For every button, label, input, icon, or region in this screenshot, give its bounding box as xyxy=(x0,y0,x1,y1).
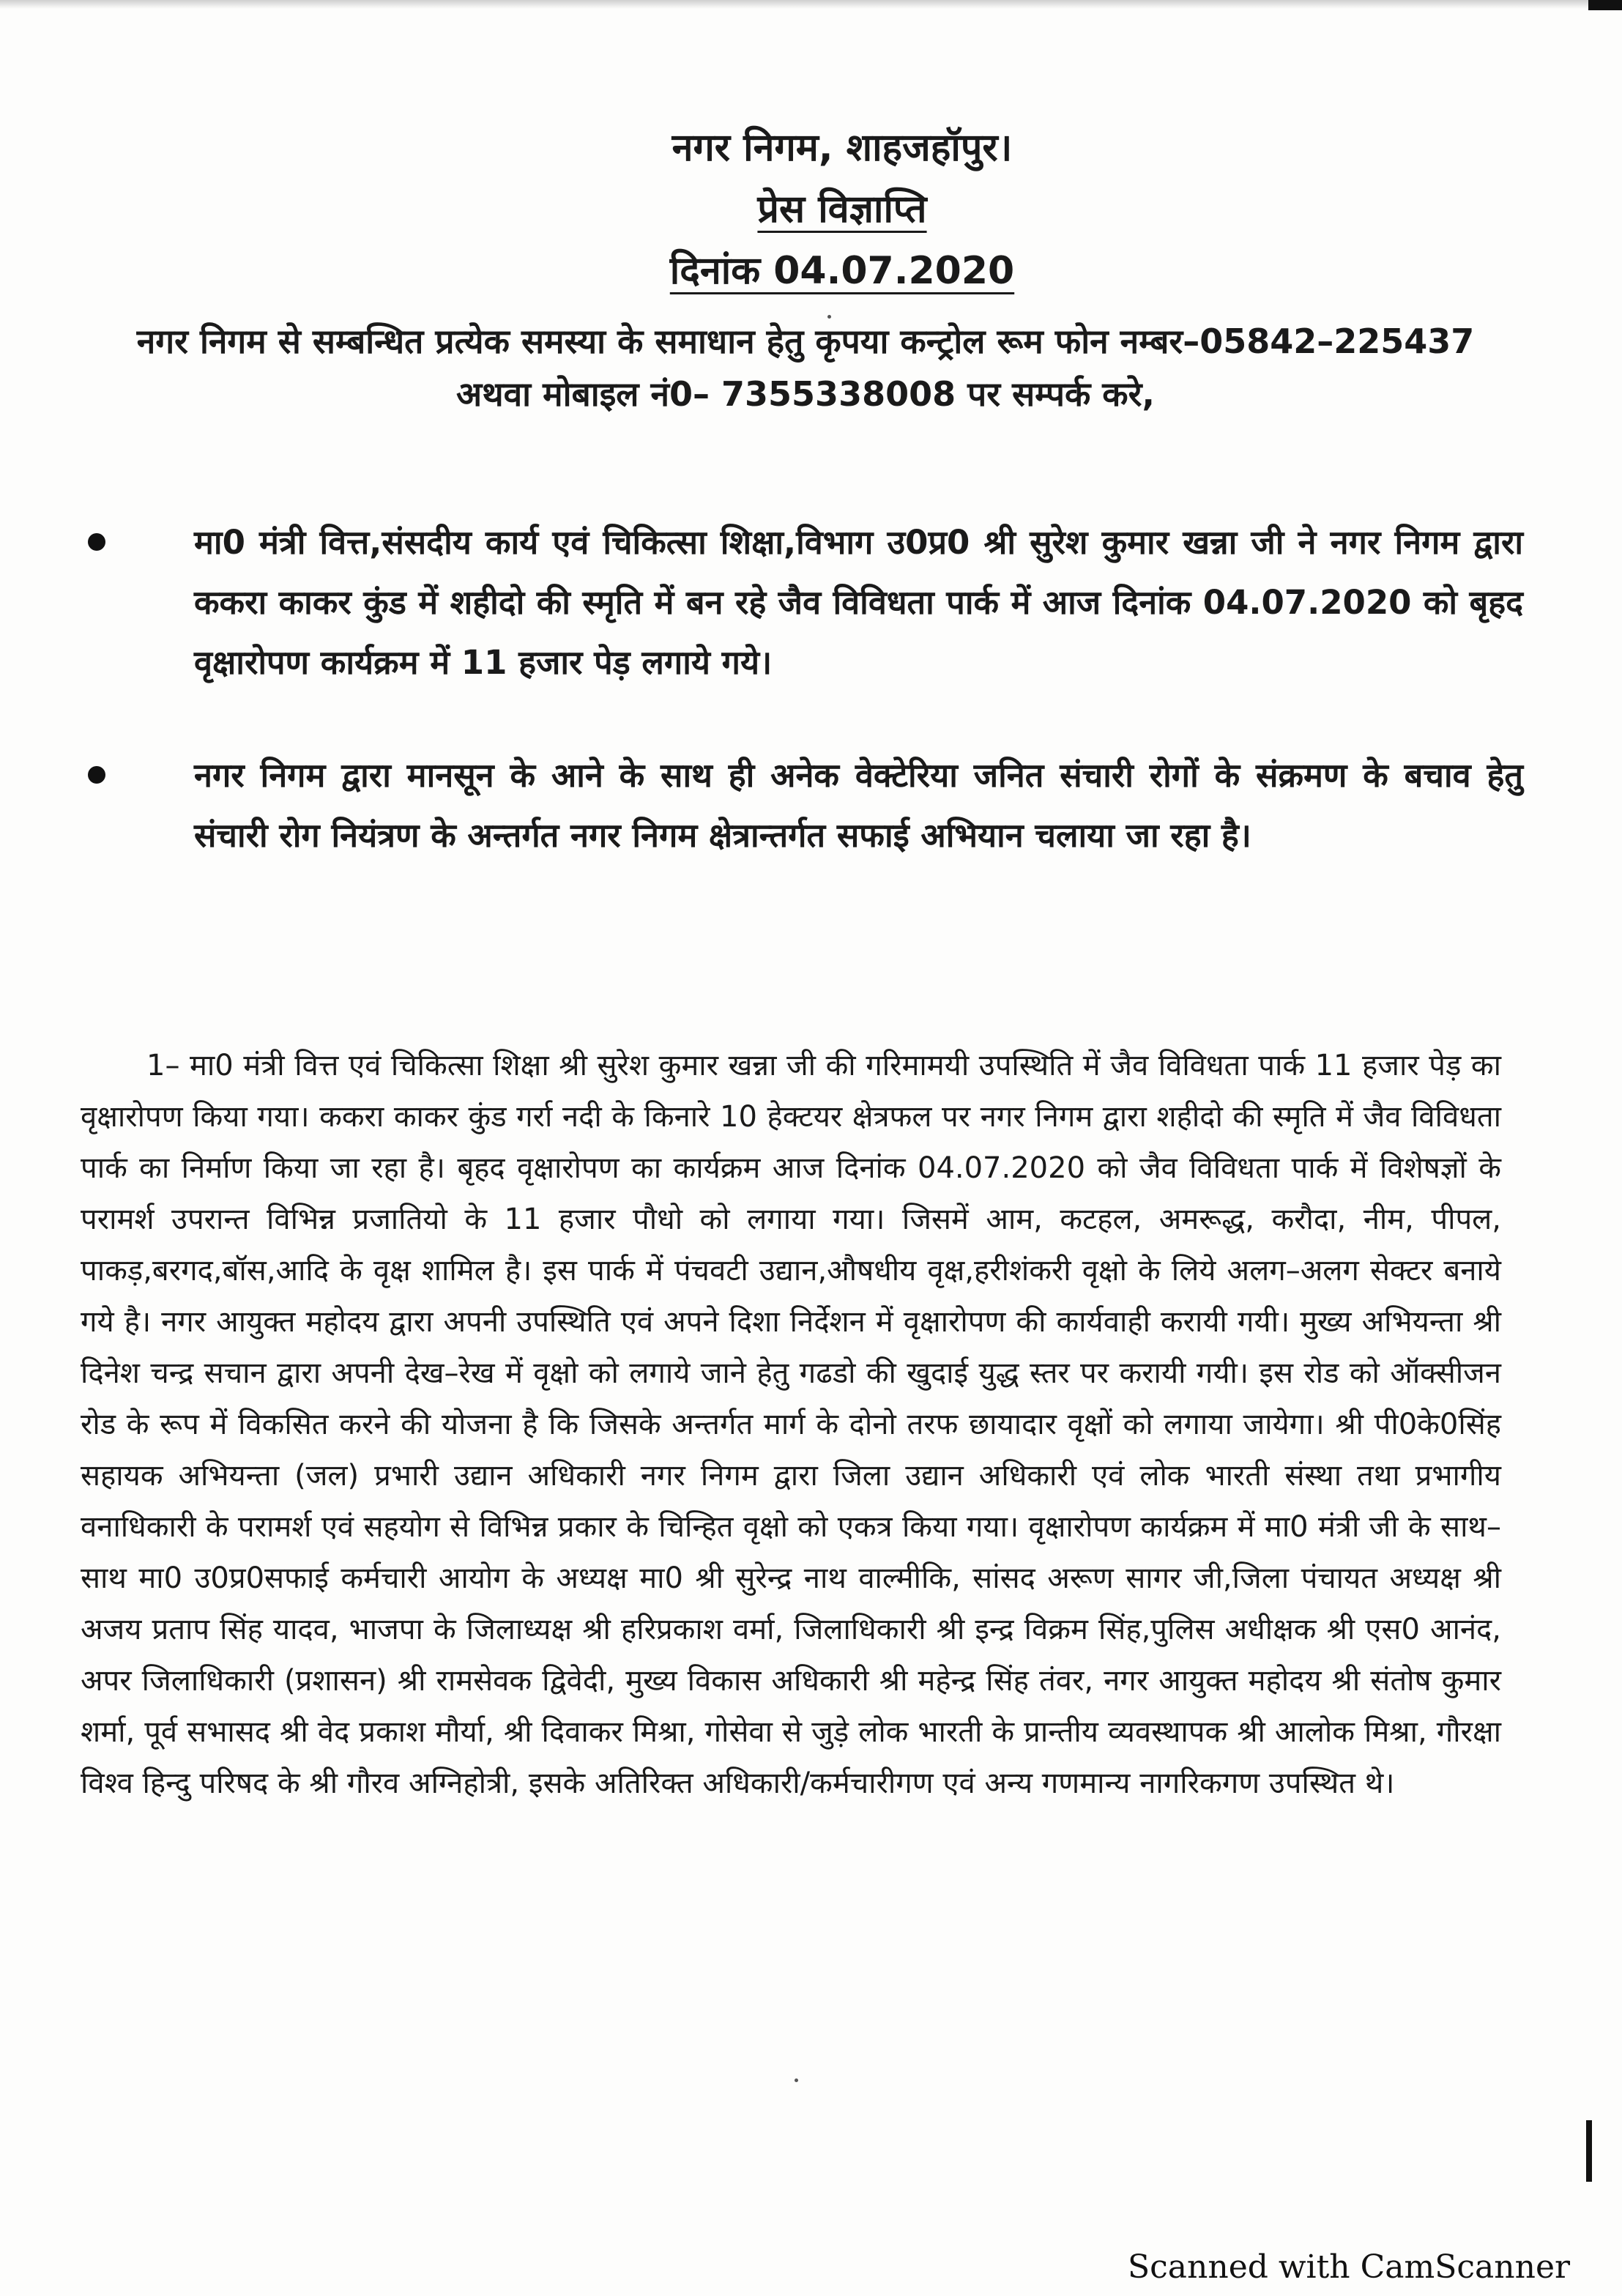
bullet-item xyxy=(73,746,1523,866)
press-release-header xyxy=(513,117,1172,302)
bullet-item xyxy=(73,513,1523,693)
body-paragraph: 1– मा0 मंत्री वित्त एवं चिकित्सा शिक्षा श्री सुरेश कुमार खन्ना जी की गरिमामयी उपस्थिति में जैव विविधता पार्क 11 हजार पेड़ का वृक्षारोपण किया गया। ककरा काकर कुंड गर्रा नदी के किनारे 10 हेक्टयर क्षेत्रफल पर नगर निगम द्वारा शहीदो की स्मृति में जैव विविधता पार्क का निर्माण किया जा रहा है। बृहद वृक्षारोपण का कार्यक्रम आज दिनांक 04.07.2020 को जैव विविधता पार्क में विशेषज्ञों के परामर्श उपरान्त विभिन्न प्रजातियो के 11 हजार पौधो को लगाया गया। जिसमें आम, कटहल, अमरूद्ध, करौदा, नीम, पीपल, पाकड़,बरगद,बॉस,आदि के वृक्ष शामिल है। इस पार्क में पंचवटी उद्यान,औषधीय वृक्ष,हरीशंकरी वृक्षो के लिये अलग–अलग सेक्टर बनाये गये है। नगर आयुक्त महोदय द्वारा अपनी उपस्थिति एवं अपने दिशा निर्देशन में वृक्षारोपण की कार्यवाही करायी गयी। मुख्य अभियन्ता श्री दिनेश चन्द्र सचान द्वारा अपनी देख–रेख में वृक्षो को लगाये जाने हेतु गढडो की खुदाई युद्ध स्तर पर करायी गयी। इस रोड को ऑक्सीजन रोड के रूप में विकसित करने की योजना है कि जिसके अन्तर्गत मार्ग के दोनो तरफ छायादार वृक्षों को लगाया जायेगा। श्री पी0के0सिंह सहायक अभियन्ता (जल) प्रभारी उद्यान अधिकारी नगर निगम द्वारा जिला उद्यान अधिकारी एवं लोक भारती संस्था तथा प्रभागीय वनाधिकारी के परामर्श एवं सहयोग से विभिन्न प्रकार के चिन्हित वृक्षो को एकत्र किया गया। वृक्षारोपण कार्यक्रम में मा0 मंत्री जी के साथ–साथ मा0 उ0प्र0सफाई कर्मचारी आयोग के अध्यक्ष मा0 श्री सुरेन्द्र नाथ वाल्मीकि, सांसद अरूण सागर जी,जिला पंचायत अध्यक्ष श्री अजय प्रताप सिंह यादव, भाजपा के जिलाध्यक्ष श्री हरिप्रकाश वर्मा, जिलाधिकारी श्री इन्द्र विक्रम सिंह,पुलिस अधीक्षक श्री एस0 आनंद, अपर जिलाधिकारी (प्रशासन) श्री रामसेवक द्विवेदी, मुख्य विकास अधिकारी श्री महेन्द्र सिंह तंवर, नगर आयुक्त महोदय श्री संतोष कुमार शर्मा, पूर्व सभासद श्री वेद प्रकाश मौर्या, श्री दिवाकर मिश्रा, गोसेवा से जुड़े लोक भारती के प्रान्तीय व्यवस्थापक श्री आलोक मिश्रा, गौरक्षा विश्व हिन्दु परिषद के श्री गौरव अग्निहोत्री, इसके अतिरिक्त अधिकारी/कर्मचारीगण एवं अन्य गणमान्य नागरिकगण उपस्थित थे। xyxy=(81,1049,1501,1800)
scan-corner-mark xyxy=(1586,2120,1592,2182)
document-date: दिनांक 04.07.2020 xyxy=(669,249,1015,293)
scan-speck xyxy=(827,315,831,319)
scan-speck xyxy=(795,2078,798,2082)
scan-top-edge xyxy=(0,0,1622,9)
scanner-watermark: Scanned with CamScanner xyxy=(1128,2248,1571,2286)
bullet-text: मा0 मंत्री वित्त,संसदीय कार्य एवं चिकित्सा शिक्षा,विभाग उ0प्र0 श्री सुरेश कुमार खन्ना जी ने नगर निगम द्वारा ककरा काकर कुंड में शहीदो की स्मृति में बन रहे जैव विविधता पार्क में आज दिनांक 04.07.2020 को बृहद वृक्षारोपण कार्यक्रम में 11 हजार पेड़ लगाये गये। xyxy=(194,523,1523,682)
document-title: प्रेस विज्ञाप्ति xyxy=(757,187,927,231)
scan-edge-mark xyxy=(1588,0,1622,10)
bullet-point-icon xyxy=(88,533,105,551)
bullet-list xyxy=(73,513,1523,918)
control-room-contact-notice: नगर निगम से सम्बन्धित प्रत्येक समस्या के समाधान हेतु कृपया कन्ट्रोल रूम फोन नम्बर–05842–225437 अथवा मोबाइल नं0– 7355338008 पर सम्पर्क करे, xyxy=(136,322,1475,414)
bullet-text: नगर निगम द्वारा मानसून के आने के साथ ही अनेक वेक्टेरिया जनित संचारी रोगों के संक्रमण के बचाव हेतु संचारी रोग नियंत्रण के अन्तर्गत नगर निगम क्षेत्रान्तर्गत सफाई अभियान चलाया जा रहा है। xyxy=(194,756,1523,855)
organization-name: नगर निगम, शाहजहॉपुर। xyxy=(672,126,1013,170)
bullet-point-icon xyxy=(88,766,105,784)
